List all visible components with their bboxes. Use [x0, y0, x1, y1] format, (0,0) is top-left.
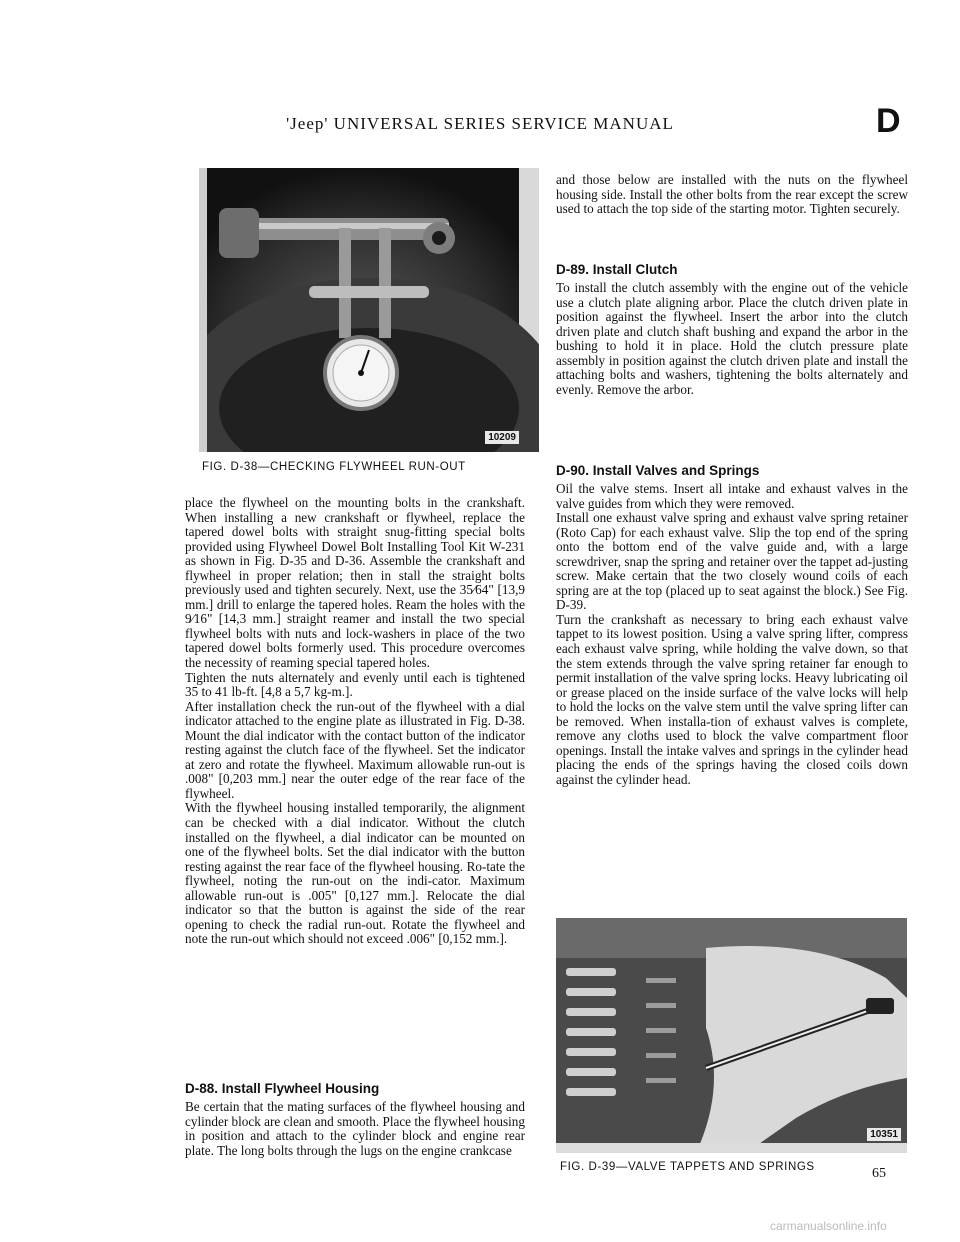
- figure-d39-caption: FIG. D-39—VALVE TAPPETS AND SPRINGS: [560, 1161, 815, 1173]
- paragraph: Oil the valve stems. Insert all intake and exhaust valves in the valve guides from which they were removed.: [556, 481, 908, 511]
- figure-d38-photo-number: 10209: [485, 431, 519, 444]
- valve-tappets-springs-illustration: [556, 918, 907, 1153]
- paragraph: Install one exhaust valve spring and exhaust valve spring retainer (Roto Cap) for each exhaust valve. Slip the top end of the spring onto the bottom end of the valve guide and, with a large screwdriver, snap the spring and retainer over the tappet ad-justing screw. Make certain that the two closely wound coils of each spring are at the top (placed up to seat against the block.) See Fig. D-39.: [556, 510, 908, 613]
- paragraph: With the flywheel housing installed temporarily, the alignment can be checked with a dial indicator. Without the clutch installed on the flywheel, a dial indicator can be mounted on one of the flywheel bolts. Set the dial indicator with the button resting against the rear face of the flywheel housing. Ro-tate the flywheel, noting the run-out on the indi-cator. Maximum allowable run-out is .005" [0,127 mm.]. Relocate the dial indicator so that the button is against the side of the rear opening to check the radial run-out. Rotate the flywheel and note the run-out which should not exceed .006" [0,152 mm.].: [185, 800, 525, 947]
- right-column-continuation: [556, 173, 908, 217]
- paragraph: Tighten the nuts alternately and evenly until each is tightened 35 to 41 lb-ft. [4,8 a 5,7 kg-m.].: [185, 669, 525, 700]
- site-watermark: carmanualsonline.info: [770, 1219, 887, 1233]
- running-header: 'Jeep' UNIVERSAL SERIES SERVICE MANUAL: [286, 114, 674, 133]
- figure-d39-photo-number: 10351: [867, 1128, 901, 1141]
- flywheel-dial-indicator-illustration: [199, 168, 539, 452]
- section-heading-d88: D-88. Install Flywheel Housing: [185, 1081, 380, 1096]
- paragraph: Be certain that the mating surfaces of the flywheel housing and cylinder block are clean and smooth. Place the flywheel housing in position and attach to the cylinder block and engine rear plate. The long bolts through the lugs on the engine crankcase: [185, 1099, 525, 1158]
- paragraph: place the flywheel on the mounting bolts in the crankshaft. When installing a new crankshaft or flywheel, replace the tapered dowel bolts with straight snug-fitting special bolts provided using Flywheel Dowel Bolt Installing Tool Kit W-231 as shown in Fig. D-35 and D-36. Assemble the crankshaft and flywheel in proper relation; then in stall the straight bolts previously used and tighten securely. Next, use the 35⁄64" [13,9 mm.] drill to enlarge the tapered holes. Ream the holes with the 9⁄16" [14,3 mm.] straight reamer and install the two special flywheel bolts with nuts and lock-washers in place of the two tapered dowel bolts formerly used. This procedure overcomes the necessity of reaming special tapered holes.: [185, 495, 525, 671]
- paragraph: To install the clutch assembly with the engine out of the vehicle use a clutch plate aligning arbor. Place the clutch driven plate in position against the flywheel. Insert the arbor into the clutch driven plate and clutch shaft bushing and expand the arbor in the bushing to hold it in place. Hold the clutch pressure plate assembly in position against the clutch driven plate and install the attaching bolts and washers, tightening the bolts alternately and evenly. Remove the arbor.: [556, 280, 908, 397]
- figure-d38-photo: [199, 168, 539, 452]
- section-d89-body: [556, 281, 908, 397]
- section-heading-d90: D-90. Install Valves and Springs: [556, 463, 760, 478]
- section-d90-body: [556, 482, 908, 787]
- figure-d39-photo: [556, 918, 907, 1153]
- paragraph: Turn the crankshaft as necessary to bring each exhaust valve tappet to its lowest position. Using a valve spring lifter, compress each exhaust valve spring, while holding the valve down, so that the stem extends through the valve spring retainer far enough to permit installation of the valve spring locks. Heavy lubricating oil or grease placed on the inside surface of the valve locks will help to hold the locks on the valve stem until the valve spring lifter can be removed. When installa-tion of exhaust valves is complete, remove any cloths used to block the valve compartment floor openings. Install the intake valves and springs in the cylinder head placing the ends of the springs having the closed coils down against the cylinder head.: [556, 611, 908, 787]
- figure-d38-caption: FIG. D-38—CHECKING FLYWHEEL RUN-OUT: [202, 461, 466, 473]
- section-heading-d89: D-89. Install Clutch: [556, 262, 678, 277]
- paragraph: and those below are installed with the nuts on the flywheel housing side. Install the other bolts from the rear except the screw used to attach the top side of the starting motor. Tighten securely.: [556, 172, 908, 217]
- section-d88-body: [185, 1100, 525, 1158]
- left-column-body: [185, 496, 525, 947]
- paragraph: After installation check the run-out of the flywheel with a dial indicator attached to the engine plate as illustrated in Fig. D-38. Mount the dial indicator with the contact button of the indicator resting against the clutch face of the flywheel. Set the indicator at zero and rotate the flywheel. Maximum allowable run-out is .008" [0,203 mm.] near the outer edge of the rear face of the flywheel.: [185, 698, 525, 801]
- page-number: 65: [872, 1166, 886, 1181]
- section-letter: D: [876, 102, 901, 140]
